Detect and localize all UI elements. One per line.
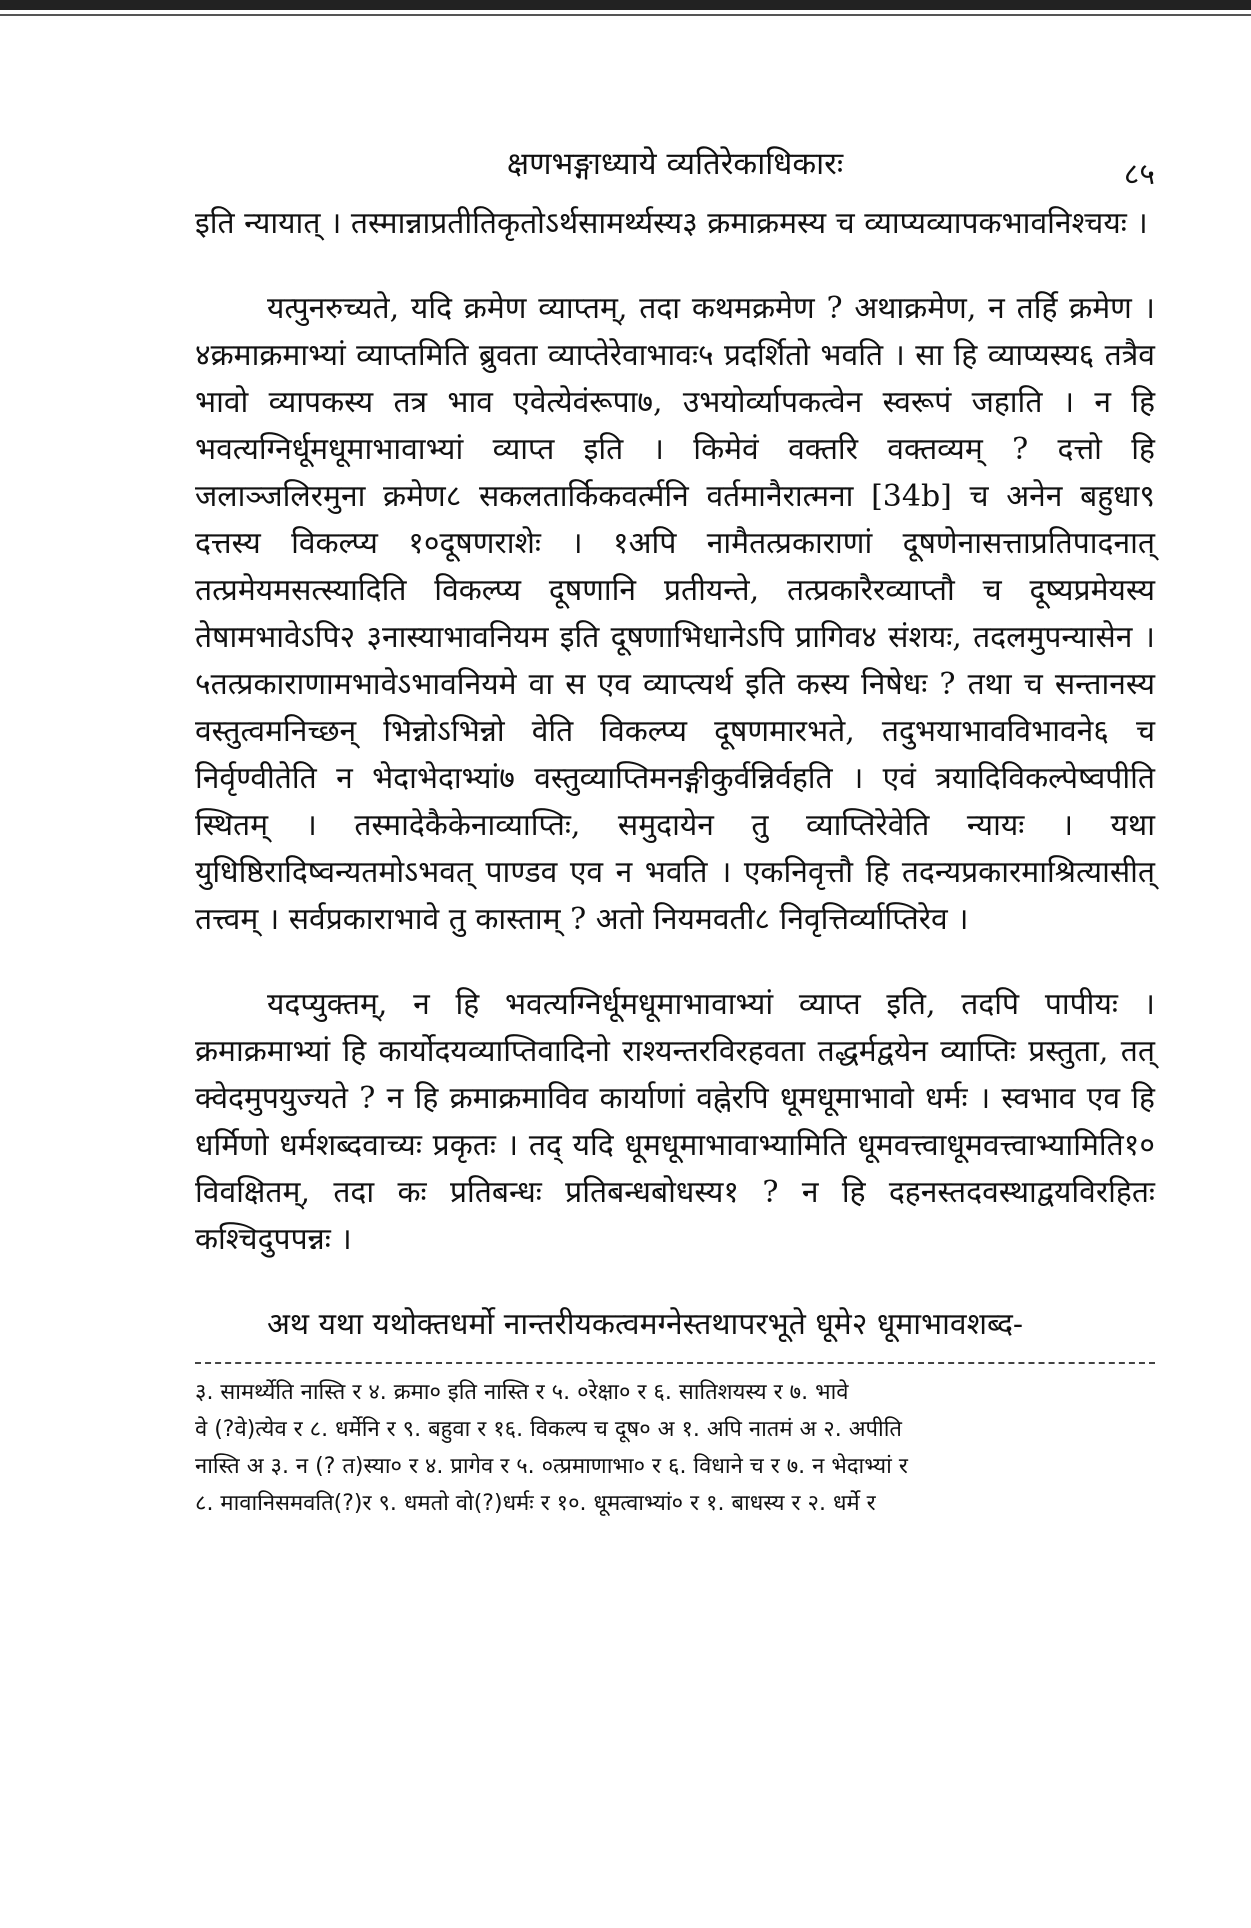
footnote-line-2: वे (?वे)त्येव र ८. धर्मेनि र ९. बहुवा र १६. विकल्प च दूष० अ १. अपि नातमं अ २. अपीति — [195, 1417, 902, 1442]
running-title: क्षणभङ्गाध्याये व्यतिरेकाधिकारः — [506, 146, 844, 182]
footnote-line-4: ८. मावानिसमवति(?)र ९. धमतो वो(?)धर्मः र १०. धूमत्वाभ्यां० र १. बाधस्य र २. धर्मे र — [195, 1491, 876, 1516]
footnotes — [195, 1374, 1155, 1522]
footnote-line-3: नास्ति अ ३. न (? त)स्या० र ४. प्रागेव र ५. ०त्प्रमाणाभा० र ६. विधाने च र ७. न भेदाभ्यां र — [195, 1454, 908, 1479]
running-header — [195, 130, 1155, 190]
document-page — [195, 130, 1155, 1522]
paragraph-2: यत्पुनरुच्यते, यदि क्रमेण व्याप्तम्, तदा कथमक्रमेण ? अथाक्रमेण, न तर्हि क्रमेण । ४क्रमाक्रमाभ्यां व्याप्तमिति ब्रुवता व्याप्तेरेवाभावः५ प्रदर्शितो भवति । सा हि व्याप्यस्य६ तत्रैव भावो व्यापकस्य तत्र भाव एवेत्येवंरूपा७, उभयोर्व्यापकत्वेन स्वरूपं जहाति । न हि भवत्यग्निर्धूमधूमाभावाभ्यां व्याप्त इति । किमेवं वक्तरि वक्तव्यम् ? दत्तो हि जलाञ्जलिरमुना क्रमेण८ सकलतार्किकवर्त्मनि वर्तमानैरात्मना [34b] च अनेन बहुधा९ दत्तस्य विकल्प्य १०दूषणराशेः । १अपि नामैतत्प्रकाराणां दूषणेनासत्ताप्रतिपादनात् तत्प्रमेयमसत्स्यादिति विकल्प्य दूषणानि प्रतीयन्ते, तत्प्रकारैरव्याप्तौ च दूष्यप्रमेयस्य तेषामभावेऽपि२ ३नास्याभावनियम इति दूषणाभिधानेऽपि प्रागिव४ संशयः, तदलमुपन्यासेन । ५तत्प्रकाराणामभावेऽभावनियमे वा स एव व्याप्त्यर्थ इति कस्य निषेधः ? तथा च सन्तानस्य वस्तुत्वमनिच्छन् भिन्नोऽभिन्नो वेति विकल्प्य दूषणमारभते, तदुभयाभावविभावने६ च निर्वृण्वीतेति न भेदाभेदाभ्यां७ वस्तुव्याप्तिमनङ्गीकुर्वन्निर्वहति । एवं त्रयादिविकल्पेष्वपीति स्थितम् । तस्मादेकैकेनाव्याप्तिः, समुदायेन तु व्याप्तिरेवेति न्यायः । यथा युधिष्ठिरादिष्वन्यतमोऽभवत् पाण्डव एव न भवति । एकनिवृत्तौ हि तदन्यप्रकारमाश्रित्यासीत् तत्त्वम् । सर्वप्रकाराभावे तु कास्ताम् ? अतो नियमवती८ निवृत्तिर्व्याप्तिरेव । — [195, 291, 1155, 937]
footnote-divider — [195, 1362, 1155, 1364]
paragraph-4: अथ यथा यथोक्तधर्मो नान्तरीयकत्वमग्नेस्तथापरभूते धूमे२ धूमाभावशब्द- — [267, 1307, 1024, 1342]
footnote-line-1: ३. सामर्थ्येति नास्ति र ४. क्रमा० इति नास्ति र ५. ०रेक्षा० र ६. सातिशयस्य र ७. भावे — [195, 1380, 849, 1405]
page-number: ८५ — [1123, 157, 1155, 192]
paragraph-1: इति न्यायात् । तस्मान्नाप्रतीतिकृतोऽर्थसामर्थ्यस्य३ क्रमाक्रमस्य च व्याप्यव्यापकभावनिश्चयः । — [195, 206, 1148, 241]
paragraph-3: यदप्युक्तम्, न हि भवत्यग्निर्धूमधूमाभावाभ्यां व्याप्त इति, तदपि पापीयः । क्रमाक्रमाभ्यां हि कार्योदयव्याप्तिवादिनो राश्यन्तरविरहवता तद्धर्मद्वयेन व्याप्तिः प्रस्तुता, तत् क्वेदमुपयुज्यते ? न हि क्रमाक्रमाविव कार्याणां वह्नेरपि धूमधूमाभावो धर्मः । स्वभाव एव हि धर्मिणो धर्मशब्दवाच्यः प्रकृतः । तद् यदि धूमधूमाभावाभ्यामिति धूमवत्त्वाधूमवत्त्वाभ्यामिति१० विवक्षितम्, तदा कः प्रतिबन्धः प्रतिबन्धबोधस्य१ ? न हि दहनस्तदवस्थाद्वयविरहितः कश्चिदुपपन्नः । — [195, 987, 1155, 1257]
top-scan-border — [0, 0, 1251, 10]
top-scan-border-thin — [0, 14, 1251, 16]
